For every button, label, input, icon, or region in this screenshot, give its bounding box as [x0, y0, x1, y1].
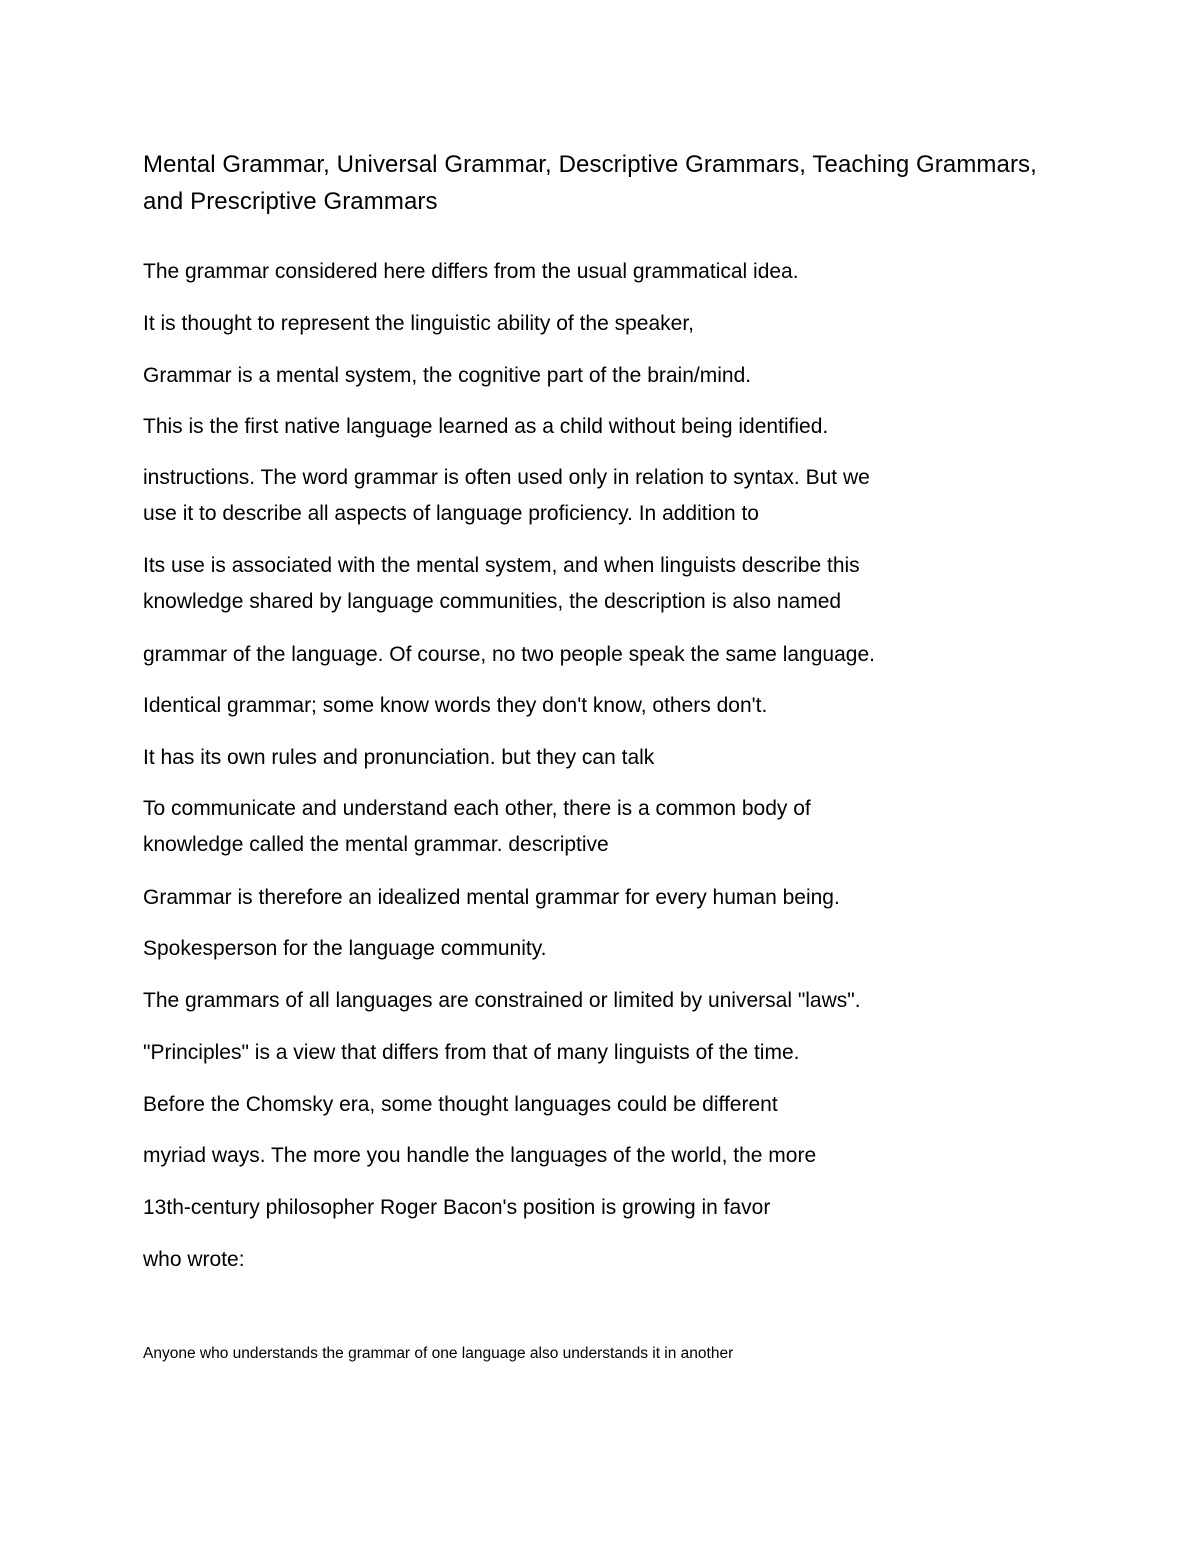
paragraph: [143, 460, 1073, 532]
paragraph: [143, 409, 1073, 445]
paragraph-line: grammar of the language. Of course, no two people speak the same language.: [143, 643, 875, 666]
paragraph: [143, 306, 1073, 342]
paragraph: [143, 548, 1073, 620]
paragraph-line: "Principles" is a view that differs from that of many linguists of the time.: [143, 1041, 800, 1064]
paragraph-line: It is thought to represent the linguistic ability of the speaker,: [143, 312, 694, 335]
paragraph-line: Grammar is therefore an idealized mental grammar for every human being.: [143, 886, 840, 909]
paragraph-line: Spokesperson for the language community.: [143, 937, 547, 960]
paragraph: [143, 880, 1073, 916]
paragraph: [143, 688, 1073, 724]
document-title: Mental Grammar, Universal Grammar, Descriptive Grammars, Teaching Grammars, and Prescriptive Grammars: [143, 151, 1037, 215]
paragraph-line: knowledge called the mental grammar. descriptive: [143, 833, 609, 856]
paragraph-line: It has its own rules and pronunciation. but they can talk: [143, 746, 655, 769]
paragraph: [143, 1190, 1073, 1226]
paragraph: [143, 358, 1073, 394]
paragraph-line: knowledge shared by language communities, the description is also named: [143, 590, 842, 613]
paragraph-line: use it to describe all aspects of language proficiency. In addition to: [143, 502, 759, 525]
paragraph-line: who wrote:: [143, 1248, 245, 1271]
paragraph: [143, 1035, 1073, 1071]
paragraph: [143, 740, 1073, 776]
paragraph-line: The grammar considered here differs from the usual grammatical idea.: [143, 260, 799, 283]
paragraph: [143, 254, 1073, 290]
paragraph-line: To communicate and understand each other, there is a common body of: [143, 797, 811, 820]
paragraph: [143, 1087, 1073, 1123]
paragraph: [143, 791, 1073, 863]
paragraph: [143, 931, 1073, 967]
paragraph: [143, 637, 1073, 673]
paragraph: [143, 1242, 1073, 1278]
quote-line: Anyone who understands the grammar of one language also understands it in another: [143, 1345, 734, 1362]
paragraph-line: Grammar is a mental system, the cognitive part of the brain/mind.: [143, 364, 752, 387]
paragraph-line: This is the first native language learned as a child without being identified.: [143, 415, 829, 438]
paragraph-line: The grammars of all languages are constrained or limited by universal "laws".: [143, 989, 861, 1012]
paragraph-line: Before the Chomsky era, some thought languages could be different: [143, 1093, 778, 1116]
paragraph-line: instructions. The word grammar is often used only in relation to syntax. But we: [143, 466, 870, 489]
paragraph-line: 13th-century philosopher Roger Bacon's position is growing in favor: [143, 1196, 771, 1219]
paragraph-line: myriad ways. The more you handle the languages of the world, the more: [143, 1144, 817, 1167]
paragraph: [143, 1138, 1073, 1174]
paragraph-line: Its use is associated with the mental system, and when linguists describe this: [143, 554, 860, 577]
paragraph-line: Identical grammar; some know words they don't know, others don't.: [143, 694, 768, 717]
paragraph: [143, 983, 1073, 1019]
